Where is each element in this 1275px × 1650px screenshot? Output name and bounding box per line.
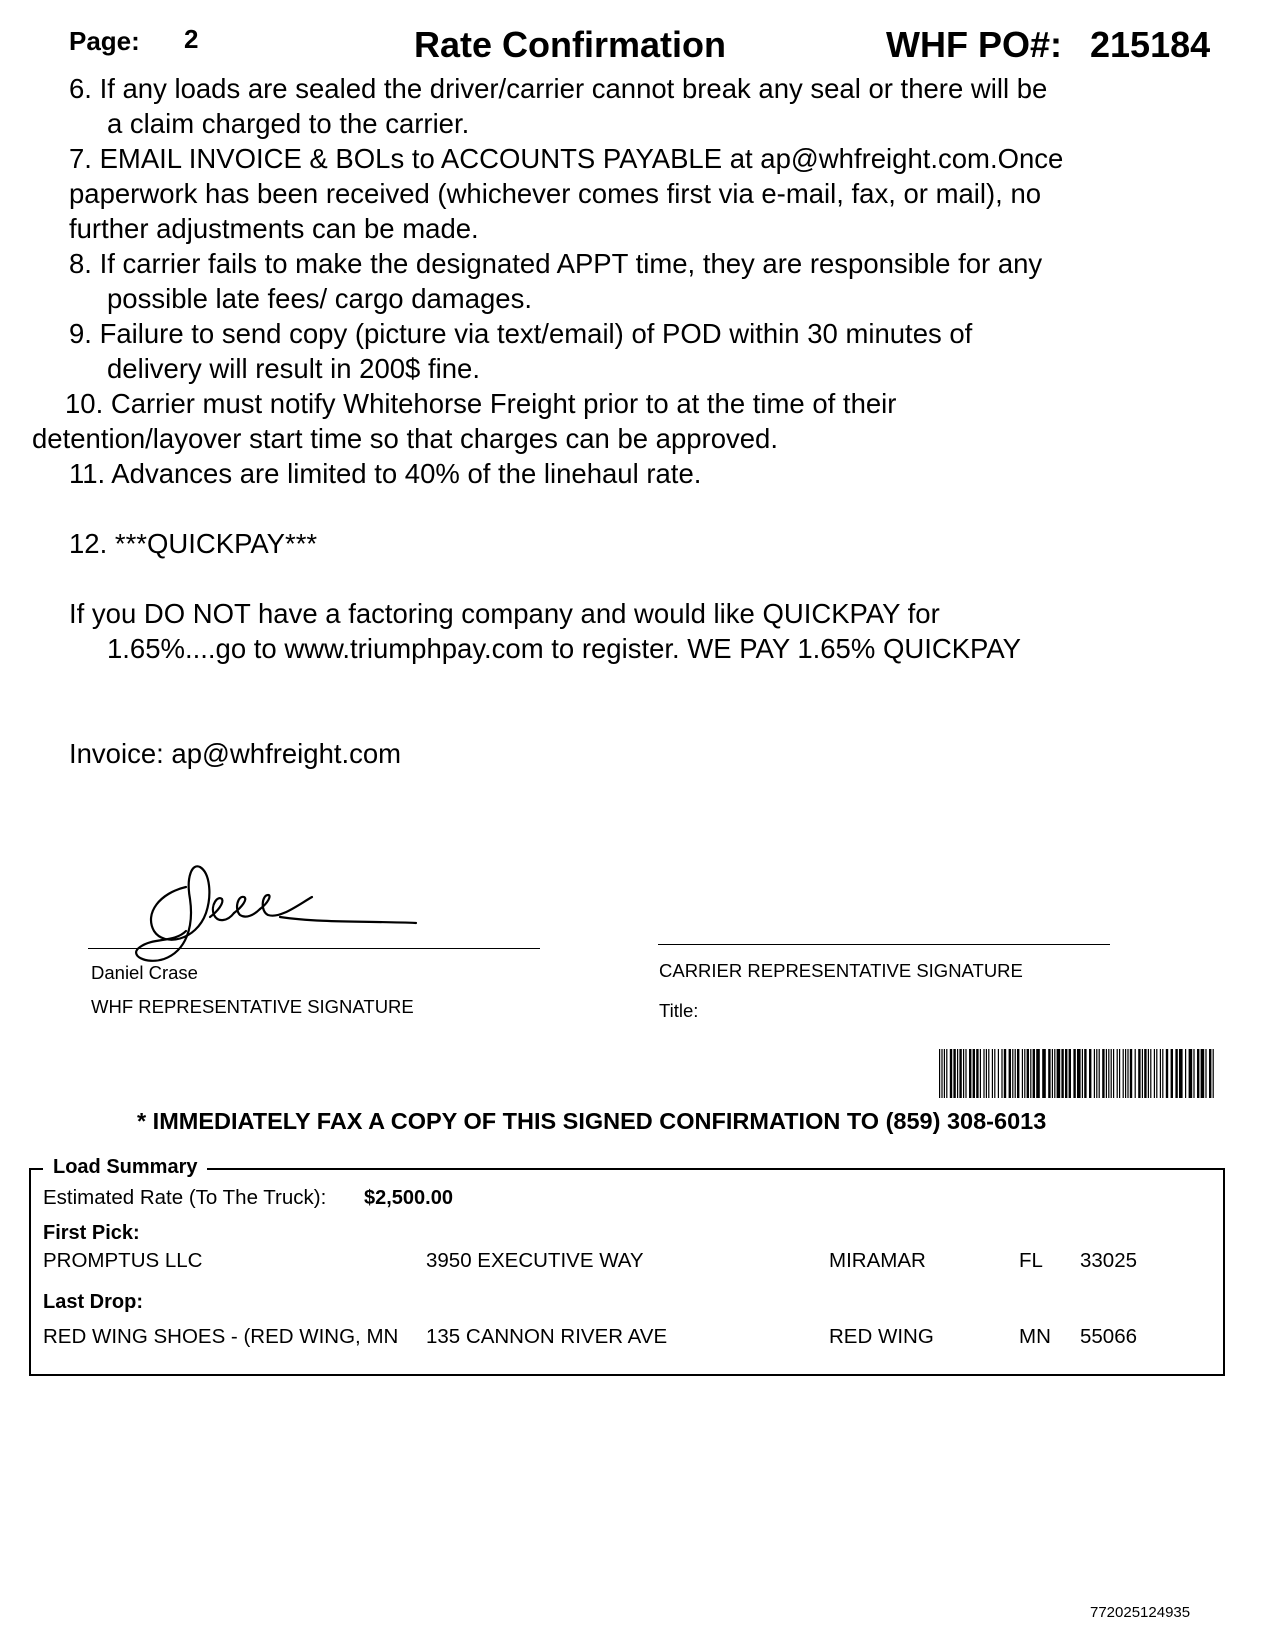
term-8-line-2: possible late fees/ cargo damages. xyxy=(107,283,532,314)
carrier-signature-label: CARRIER REPRESENTATIVE SIGNATURE xyxy=(659,960,1023,981)
first-pick-state: FL xyxy=(1019,1249,1043,1272)
page-label: Page: xyxy=(69,26,140,56)
quickpay-line-1: If you DO NOT have a factoring company and would like QUICKPAY for xyxy=(69,598,940,629)
po-label: WHF PO#: xyxy=(886,24,1062,65)
estimated-rate-value: $2,500.00 xyxy=(364,1187,453,1209)
last-drop-label: Last Drop: xyxy=(43,1291,143,1313)
term-9-line-2: delivery will result in 200$ fine. xyxy=(107,353,480,384)
term-7-line-3: further adjustments can be made. xyxy=(69,213,479,244)
document-id: 772025124935 xyxy=(1090,1604,1191,1621)
page-number: 2 xyxy=(184,24,199,54)
term-12: 12. ***QUICKPAY*** xyxy=(69,528,318,559)
document-title: Rate Confirmation xyxy=(414,24,727,65)
term-6-line-1: 6. If any loads are sealed the driver/carrier cannot break any seal or there will be xyxy=(69,73,1048,104)
term-10-line-1: 10. Carrier must notify Whitehorse Freight prior to at the time of their xyxy=(65,388,897,419)
first-pick-zip: 33025 xyxy=(1080,1249,1138,1272)
fax-instruction: * IMMEDIATELY FAX A COPY OF THIS SIGNED CONFIRMATION TO (859) 308-6013 xyxy=(137,1108,1047,1134)
term-7-line-1: 7. EMAIL INVOICE & BOLs to ACCOUNTS PAYABLE at ap@whfreight.com.Once xyxy=(69,143,1064,174)
term-10-line-2: detention/layover start time so that charges can be approved. xyxy=(32,423,778,454)
first-pick-name: PROMPTUS LLC xyxy=(43,1249,203,1272)
last-drop-state: MN xyxy=(1019,1325,1051,1348)
title-label: Title: xyxy=(659,1000,699,1021)
invoice-email: Invoice: ap@whfreight.com xyxy=(69,738,402,769)
quickpay-line-2: 1.65%....go to www.triumphpay.com to register. WE PAY 1.65% QUICKPAY xyxy=(107,633,1021,664)
term-6-line-2: a claim charged to the carrier. xyxy=(107,108,470,139)
first-pick-label: First Pick: xyxy=(43,1222,140,1244)
first-pick-address: 3950 EXECUTIVE WAY xyxy=(426,1249,644,1272)
estimated-rate-label: Estimated Rate (To The Truck): xyxy=(43,1186,327,1209)
term-8-line-1: 8. If carrier fails to make the designated APPT time, they are responsible for any xyxy=(69,248,1043,279)
term-9-line-1: 9. Failure to send copy (picture via text/email) of POD within 30 minutes of xyxy=(69,318,973,349)
whf-signature-line xyxy=(88,948,540,949)
last-drop-address: 135 CANNON RIVER AVE xyxy=(426,1325,668,1348)
barcode-icon xyxy=(939,1049,1214,1098)
term-11: 11. Advances are limited to 40% of the linehaul rate. xyxy=(69,458,702,489)
carrier-signature-line xyxy=(658,944,1110,945)
load-summary-legend: Load Summary xyxy=(43,1156,207,1179)
term-7-line-2: paperwork has been received (whichever comes first via e-mail, fax, or mail), no xyxy=(69,178,1042,209)
last-drop-zip: 55066 xyxy=(1080,1325,1138,1348)
po-number: 215184 xyxy=(1090,24,1211,65)
whf-representative-name: Daniel Crase xyxy=(91,962,198,983)
first-pick-city: MIRAMAR xyxy=(829,1249,926,1272)
whf-signature-label: WHF REPRESENTATIVE SIGNATURE xyxy=(91,996,414,1017)
last-drop-name: RED WING SHOES - (RED WING, MN xyxy=(43,1325,399,1348)
last-drop-city: RED WING xyxy=(829,1325,934,1348)
